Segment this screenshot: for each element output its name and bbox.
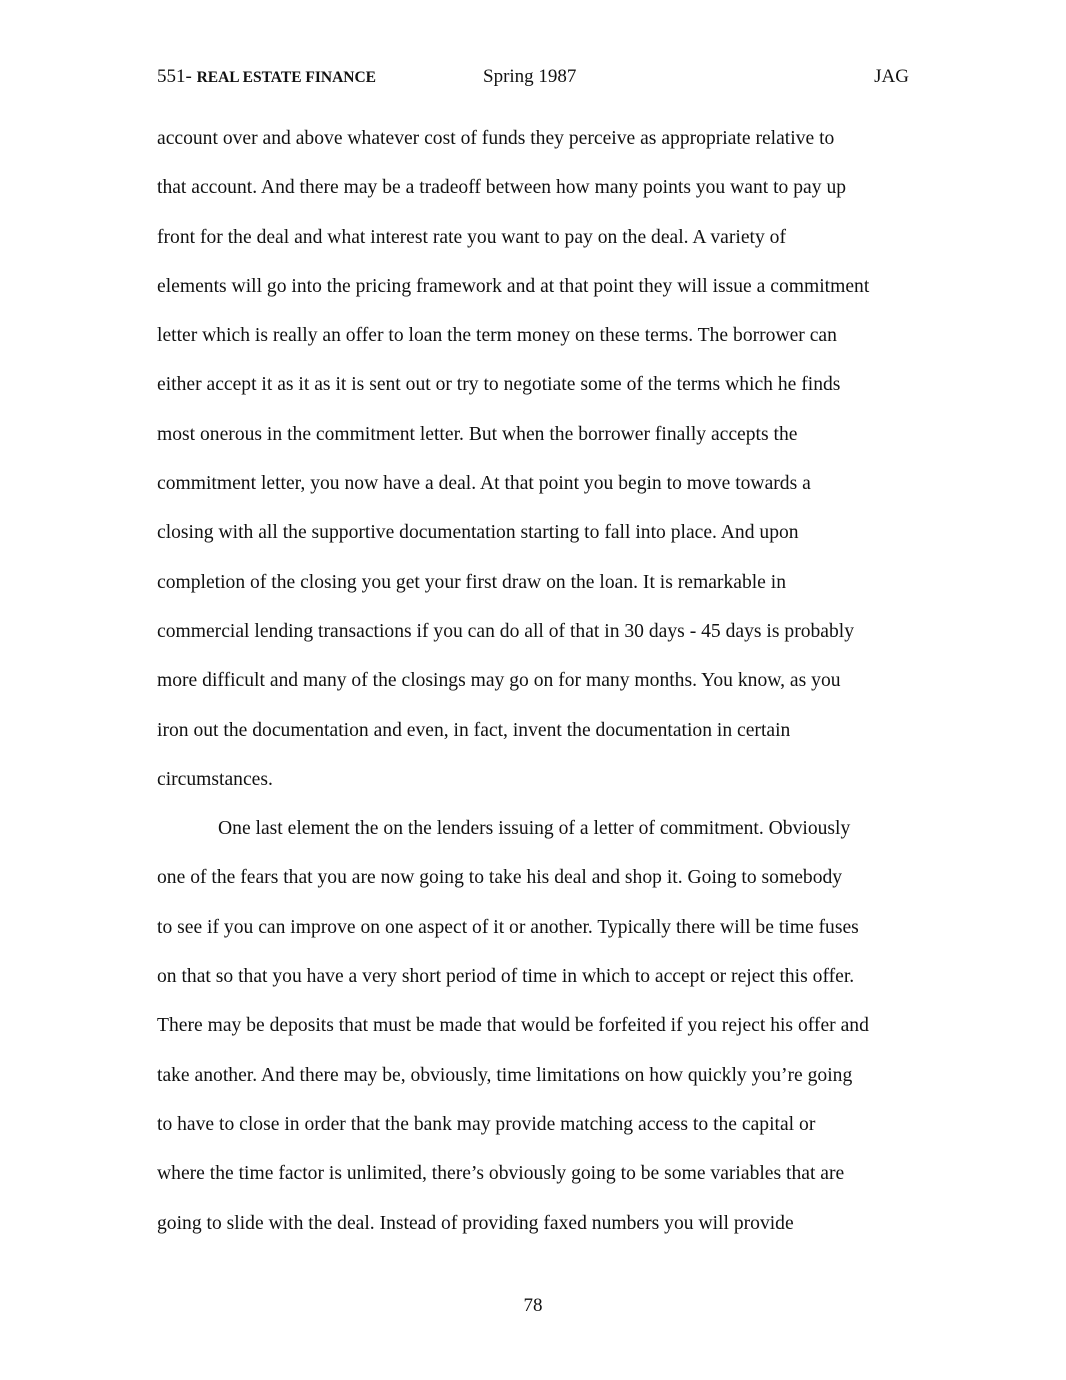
text-line: take another. And there may be, obviously, time limitations on how quickly you’re going xyxy=(157,1064,853,1086)
text-line: account over and above whatever cost of funds they perceive as appropriate relative to xyxy=(157,128,835,149)
transcript-body xyxy=(157,114,917,1248)
text-line: on that so that you have a very short period of time in which to accept or reject this offer. xyxy=(157,966,855,988)
text-line: to see if you can improve on one aspect of it or another. Typically there will be time fuses xyxy=(157,916,859,938)
text-line: that account. And there may be a tradeoff between how many points you want to pay up xyxy=(157,177,847,199)
text-line: more difficult and many of the closings may go on for many months. You know, as you xyxy=(157,670,841,692)
text-line: front for the deal and what interest rate you want to pay on the deal. A variety of xyxy=(157,226,786,248)
author-initials: JAG xyxy=(874,66,909,87)
text-line: commercial lending transactions if you can do all of that in 30 days - 45 days is probably xyxy=(157,620,855,642)
course-number: 551- xyxy=(157,66,197,87)
course-heading xyxy=(157,64,376,91)
text-line: to have to close in order that the bank may provide matching access to the capital or xyxy=(157,1113,816,1135)
text-line: one of the fears that you are now going to take his deal and shop it. Going to somebody xyxy=(157,867,843,889)
text-line: where the time factor is unlimited, there’s obviously going to be some variables that are xyxy=(157,1163,845,1185)
course-title: REAL ESTATE FINANCE xyxy=(196,69,377,86)
text-line: commitment letter, you now have a deal. At that point you begin to move towards a xyxy=(157,473,811,495)
text-line: circumstances. xyxy=(157,768,273,790)
text-line: either accept it as it as it is sent out or try to negotiate some of the terms which he finds xyxy=(157,374,841,396)
page-header xyxy=(157,64,909,90)
text-line: There may be deposits that must be made that would be forfeited if you reject his offer and xyxy=(157,1015,869,1037)
term-label: Spring 1987 xyxy=(483,66,577,87)
text-line: completion of the closing you get your first draw on the loan. It is remarkable in xyxy=(157,571,787,593)
text-line: most onerous in the commitment letter. But when the borrower finally accepts the xyxy=(157,423,798,445)
text-line: elements will go into the pricing framework and at that point they will issue a commitment xyxy=(157,275,870,297)
paragraph-first-line: One last element the on the lenders issuing of a letter of commitment. Obviously xyxy=(218,818,851,840)
text-line: iron out the documentation and even, in fact, invent the documentation in certain xyxy=(157,719,791,741)
text-line: letter which is really an offer to loan the term money on these terms. The borrower can xyxy=(157,325,837,347)
text-line: closing with all the supportive documentation starting to fall into place. And upon xyxy=(157,522,799,544)
page-number: 78 xyxy=(523,1295,543,1316)
text-line: going to slide with the deal. Instead of providing faxed numbers you will provide xyxy=(157,1212,794,1234)
